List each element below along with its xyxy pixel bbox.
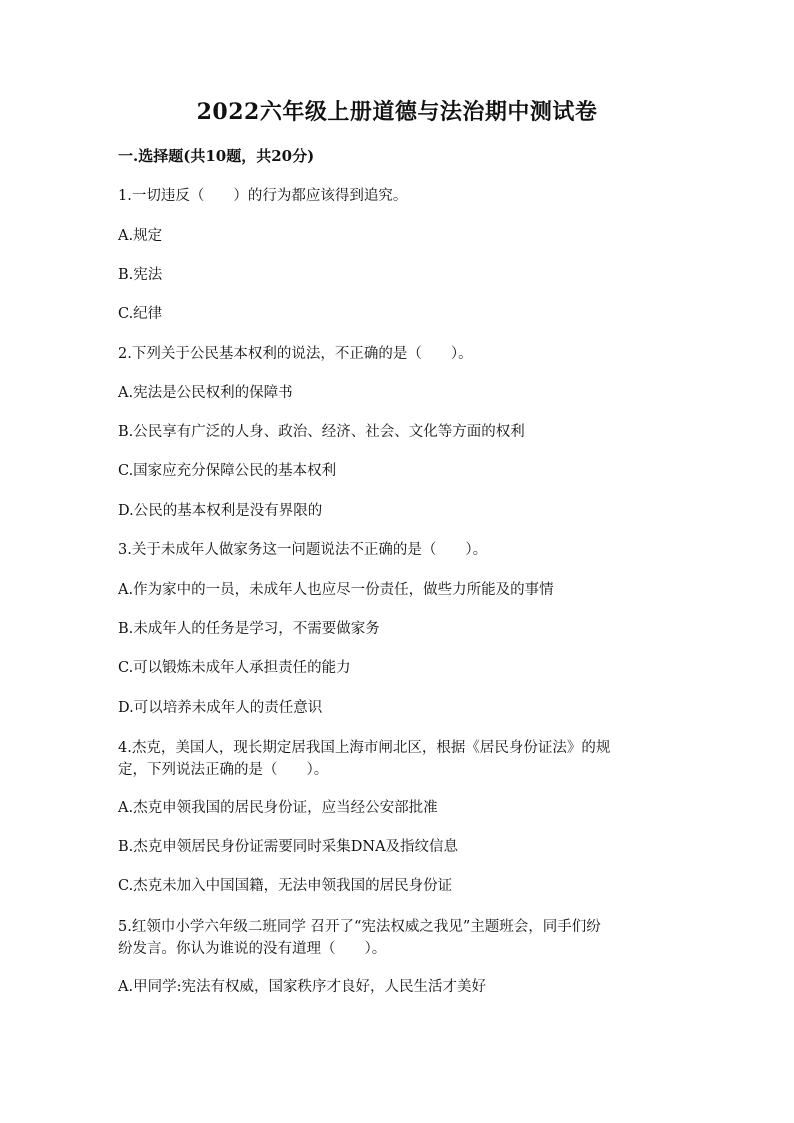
question-2-option-b: B.公民享有广泛的人身、政治、经济、社会、文化等方面的权利 xyxy=(118,424,525,440)
question-1-option-a: A.规定 xyxy=(118,228,163,244)
question-3-option-a: A.作为家中的一员，未成年人也应尽一份责任，做些力所能及的事情 xyxy=(118,582,554,598)
question-5-stem-line-2: 纷发言。你认为谁说的没有道理（ ）。 xyxy=(118,941,387,957)
question-5-stem-line-1: 5.红领巾小学六年级二班同学 召开了“宪法权威之我见”主题班会，同手们纷 xyxy=(118,919,601,935)
question-2-option-d: D.公民的基本权利是没有界限的 xyxy=(118,503,323,519)
question-2-option-c: C.国家应充分保障公民的基本权利 xyxy=(118,463,337,479)
question-3-option-c: C.可以锻炼未成年人承担责任的能力 xyxy=(118,660,351,676)
question-4-option-b: B.杰克申领居民身份证需要同时采集DNA及指纹信息 xyxy=(118,839,459,855)
question-4-stem-line-2: 定，下列说法正确的是（ ）。 xyxy=(118,762,329,778)
question-3-option-d: D.可以培养未成年人的责任意识 xyxy=(118,700,323,716)
question-1-stem: 1.一切违反（ ）的行为都应该得到追究。 xyxy=(118,188,408,204)
question-1-option-c: C.纪律 xyxy=(118,306,163,322)
page-title: 2022六年级上册道德与法治期中测试卷 xyxy=(196,99,598,125)
question-2-stem: 2.下列关于公民基本权利的说法，不正确的是（ ）。 xyxy=(118,346,473,362)
question-4-stem-line-1: 4.杰克，美国人，现长期定居我国上海市闸北区，根据《居民身份证法》的规 xyxy=(118,740,611,756)
question-1-option-b: B.宪法 xyxy=(118,267,163,283)
question-4-option-c: C.杰克未加入中国国籍，无法申领我国的居民身份证 xyxy=(118,878,453,894)
question-2-option-a: A.宪法是公民权利的保障书 xyxy=(118,385,293,401)
question-4-option-a: A.杰克申领我国的居民身份证，应当经公安部批准 xyxy=(118,800,438,816)
question-5-option-a: A.甲同学:宪法有权威，国家秩序才良好，人民生活才美好 xyxy=(118,979,486,995)
section-heading: 一.选择题(共10题，共20分) xyxy=(118,147,315,165)
question-3-stem: 3.关于未成年人做家务这一问题说法不正确的是（ ）。 xyxy=(118,542,488,558)
question-3-option-b: B.未成年人的任务是学习，不需要做家务 xyxy=(118,621,380,637)
